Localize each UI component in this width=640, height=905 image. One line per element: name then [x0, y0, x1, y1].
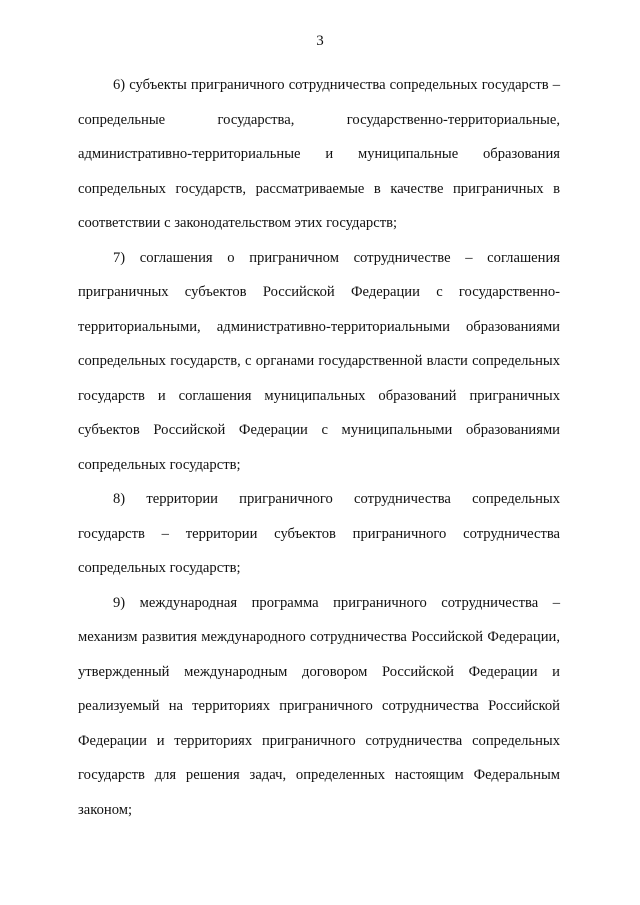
- paragraph-item-8: 8) территории приграничного сотрудничества сопредельных государств – территории субъектов приграничного сотрудничества сопредельных государств;: [78, 491, 560, 576]
- paragraph-item-6: 6) субъекты приграничного сотрудничества сопредельных государств – сопредельные государства, государственно-территориальные, административно-территориальные и муниципальные образования сопредельных государств, рассматриваемые в качестве приграничных в соответствии с законодательством этих государств;: [78, 77, 560, 231]
- page-number: 3: [316, 33, 324, 49]
- document-body: [78, 68, 560, 827]
- paragraph-item-7: 7) соглашения о приграничном сотрудничестве – соглашения приграничных субъектов Российской Федерации с государственно-территориальными, административно-территориальными образованиями сопредельных государств, с органами государственной власти сопредельных государств и соглашения муниципальных образований приграничных субъектов Российской Федерации с муниципальными образованиями сопредельных государств;: [78, 249, 560, 473]
- paragraph-item-9: 9) международная программа приграничного сотрудничества – механизм развития международного сотрудничества Российской Федерации, утвержденный международным договором Российской Федерации и реализуемый на территориях приграничного сотрудничества Российской Федерации и территориях приграничного сотрудничества сопредельных государств для решения задач, определенных настоящим Федеральным законом;: [78, 594, 560, 818]
